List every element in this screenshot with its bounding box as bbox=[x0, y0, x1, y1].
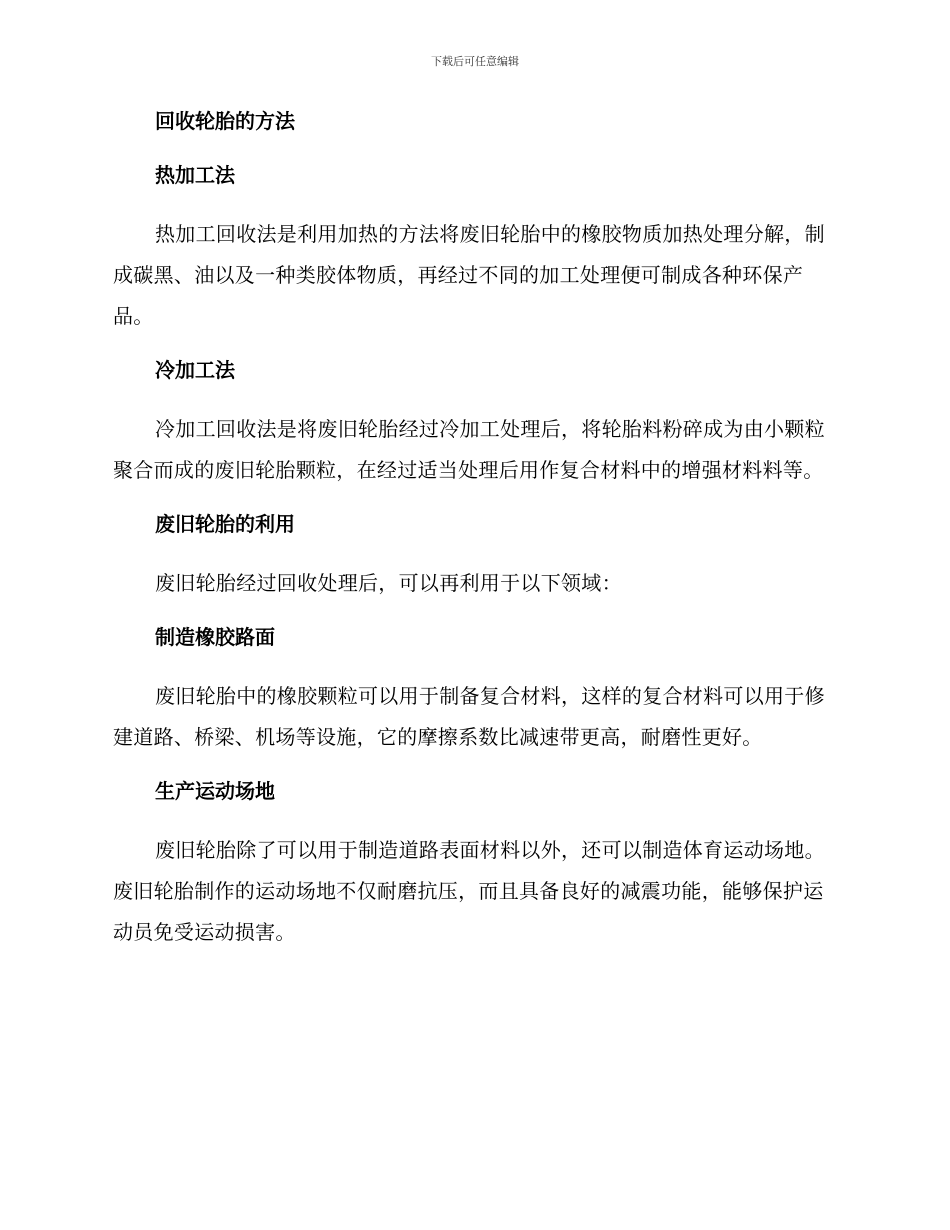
document-body bbox=[113, 106, 833, 971]
section-heading-tire-reuse: 废旧轮胎的利用 bbox=[155, 512, 295, 536]
section-heading-hot-processing: 热加工法 bbox=[155, 163, 235, 187]
section-paragraph-cold-processing: 冷加工回收法是将废旧轮胎经过冷加工处理后，将轮胎料粉碎成为由小颗粒聚合而成的废旧轮胎颗粒，在经过适当处理后用作复合材料中的增强材料料等。 bbox=[113, 417, 825, 482]
section-heading-sports-field: 生产运动场地 bbox=[155, 779, 275, 803]
document-title: 回收轮胎的方法 bbox=[155, 109, 295, 133]
section-paragraph-rubber-pavement: 废旧轮胎中的橡胶颗粒可以用于制备复合材料，这样的复合材料可以用于修建道路、桥梁、机场等设施，它的摩擦系数比减速带更高，耐磨性更好。 bbox=[113, 684, 825, 749]
section-paragraph-hot-processing: 热加工回收法是利用加热的方法将废旧轮胎中的橡胶物质加热处理分解，制成碳黑、油以及一种类胶体物质，再经过不同的加工处理便可制成各种环保产品。 bbox=[113, 222, 825, 328]
section-heading-cold-processing: 冷加工法 bbox=[155, 358, 235, 382]
header-note: 下载后可任意编辑 bbox=[431, 55, 519, 68]
section-paragraph-tire-reuse: 废旧轮胎经过回收处理后，可以再利用于以下领域： bbox=[155, 571, 622, 595]
section-paragraph-sports-field: 废旧轮胎除了可以用于制造道路表面材料以外，还可以制造体育运动场地。废旧轮胎制作的运动场地不仅耐磨抗压，而且具备良好的减震功能，能够保护运动员免受运动损害。 bbox=[113, 838, 825, 944]
section-heading-rubber-pavement: 制造橡胶路面 bbox=[155, 625, 275, 649]
